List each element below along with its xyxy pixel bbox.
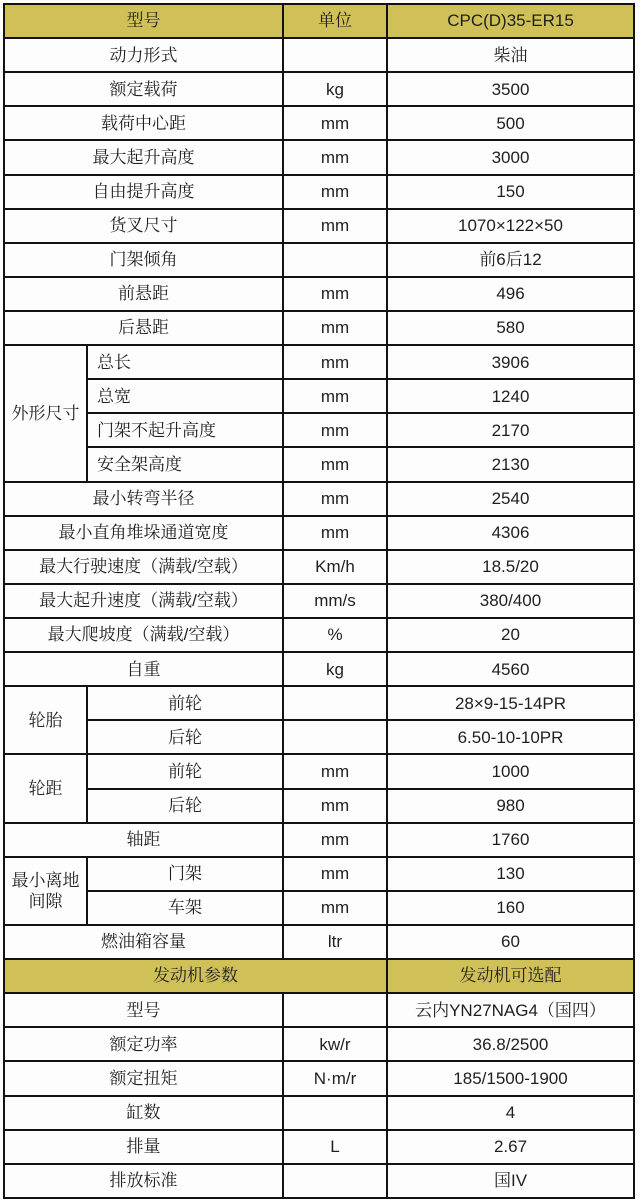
spec-value: 580	[387, 311, 634, 345]
spec-label: 载荷中心距	[4, 106, 283, 140]
spec-sublabel: 总长	[87, 345, 283, 379]
spec-label: 缸数	[4, 1096, 283, 1130]
header-unit-label: 单位	[283, 4, 387, 38]
spec-label: 额定载荷	[4, 72, 283, 106]
spec-value: 60	[387, 925, 634, 959]
spec-value: 18.5/20	[387, 550, 634, 584]
spec-label: 门架倾角	[4, 243, 283, 277]
spec-sublabel: 安全架高度	[87, 447, 283, 481]
spec-value: 3000	[387, 140, 634, 174]
forklift-spec-table	[3, 3, 635, 1199]
spec-unit: mm	[283, 311, 387, 345]
group-label-clearance: 最小离地间隙	[4, 857, 87, 925]
header-model-value: CPC(D)35-ER15	[387, 4, 634, 38]
table-row	[4, 754, 634, 788]
engine-option-title: 发动机可选配	[387, 959, 634, 993]
spec-unit	[283, 38, 387, 72]
spec-value: 1000	[387, 754, 634, 788]
spec-sublabel: 后轮	[87, 789, 283, 823]
spec-label: 自重	[4, 652, 283, 686]
table-row	[4, 447, 634, 481]
spec-unit: Km/h	[283, 550, 387, 584]
spec-label: 最大行驶速度（满载/空载）	[4, 550, 283, 584]
spec-unit: kg	[283, 652, 387, 686]
table-row	[4, 618, 634, 652]
spec-unit: kw/r	[283, 1027, 387, 1061]
table-row	[4, 993, 634, 1027]
spec-label: 排量	[4, 1130, 283, 1164]
spec-unit	[283, 1164, 387, 1198]
group-label-track: 轮距	[4, 754, 87, 822]
spec-unit	[283, 1096, 387, 1130]
spec-value: 4306	[387, 516, 634, 550]
spec-label: 最大爬坡度（满载/空载）	[4, 618, 283, 652]
spec-unit: %	[283, 618, 387, 652]
table-row	[4, 686, 634, 720]
spec-label: 自由提升高度	[4, 175, 283, 209]
spec-unit: mm	[283, 209, 387, 243]
spec-unit: ltr	[283, 925, 387, 959]
spec-label: 后悬距	[4, 311, 283, 345]
spec-label: 型号	[4, 993, 283, 1027]
spec-unit	[283, 243, 387, 277]
spec-unit: L	[283, 1130, 387, 1164]
spec-unit: mm	[283, 891, 387, 925]
spec-value: 500	[387, 106, 634, 140]
spec-unit: mm	[283, 447, 387, 481]
table-row	[4, 140, 634, 174]
spec-sublabel: 后轮	[87, 720, 283, 754]
spec-sublabel: 总宽	[87, 379, 283, 413]
spec-unit: N·m/r	[283, 1061, 387, 1095]
spec-value: 6.50-10-10PR	[387, 720, 634, 754]
table-row	[4, 175, 634, 209]
spec-label: 燃油箱容量	[4, 925, 283, 959]
spec-unit: mm	[283, 413, 387, 447]
spec-value: 1240	[387, 379, 634, 413]
spec-unit: mm	[283, 379, 387, 413]
spec-value: 28×9-15-14PR	[387, 686, 634, 720]
spec-unit: mm	[283, 277, 387, 311]
spec-value: 496	[387, 277, 634, 311]
spec-unit: mm	[283, 789, 387, 823]
spec-value: 1070×122×50	[387, 209, 634, 243]
spec-value: 980	[387, 789, 634, 823]
table-row	[4, 1164, 634, 1198]
spec-unit: kg	[283, 72, 387, 106]
table-row	[4, 584, 634, 618]
spec-sublabel: 车架	[87, 891, 283, 925]
spec-label: 最小转弯半径	[4, 482, 283, 516]
spec-sublabel: 门架不起升高度	[87, 413, 283, 447]
table-row	[4, 720, 634, 754]
table-row	[4, 106, 634, 140]
spec-value: 柴油	[387, 38, 634, 72]
table-row	[4, 345, 634, 379]
spec-unit	[283, 686, 387, 720]
spec-value: 国IV	[387, 1164, 634, 1198]
table-row	[4, 516, 634, 550]
spec-value: 3500	[387, 72, 634, 106]
spec-unit: mm	[283, 175, 387, 209]
table-row	[4, 789, 634, 823]
table-row	[4, 1096, 634, 1130]
table-row	[4, 209, 634, 243]
table-row	[4, 1061, 634, 1095]
spec-value: 云内YN27NAG4（国四）	[387, 993, 634, 1027]
spec-label: 前悬距	[4, 277, 283, 311]
group-label-dimensions: 外形尺寸	[4, 345, 87, 481]
spec-label: 排放标准	[4, 1164, 283, 1198]
spec-value: 130	[387, 857, 634, 891]
spec-label: 最大起升高度	[4, 140, 283, 174]
spec-value: 380/400	[387, 584, 634, 618]
spec-label: 轴距	[4, 823, 283, 857]
table-header-row	[4, 4, 634, 38]
spec-label: 货叉尺寸	[4, 209, 283, 243]
table-row	[4, 72, 634, 106]
table-row	[4, 1027, 634, 1061]
spec-unit: mm	[283, 754, 387, 788]
spec-unit: mm	[283, 106, 387, 140]
table-row	[4, 925, 634, 959]
table-row	[4, 413, 634, 447]
table-row	[4, 550, 634, 584]
table-row	[4, 482, 634, 516]
header-model-label: 型号	[4, 4, 283, 38]
table-row	[4, 379, 634, 413]
spec-value: 3906	[387, 345, 634, 379]
spec-sublabel: 前轮	[87, 686, 283, 720]
table-row	[4, 277, 634, 311]
spec-label: 最小直角堆垛通道宽度	[4, 516, 283, 550]
spec-unit: mm	[283, 516, 387, 550]
spec-value: 1760	[387, 823, 634, 857]
spec-unit	[283, 993, 387, 1027]
table-row	[4, 1130, 634, 1164]
engine-section-header-row	[4, 959, 634, 993]
spec-value: 前6后12	[387, 243, 634, 277]
spec-value: 2130	[387, 447, 634, 481]
spec-label: 额定功率	[4, 1027, 283, 1061]
spec-unit: mm	[283, 857, 387, 891]
spec-label: 动力形式	[4, 38, 283, 72]
spec-value: 36.8/2500	[387, 1027, 634, 1061]
table-row	[4, 891, 634, 925]
spec-value: 20	[387, 618, 634, 652]
spec-value: 4560	[387, 652, 634, 686]
spec-value: 2170	[387, 413, 634, 447]
table-row	[4, 38, 634, 72]
spec-value: 150	[387, 175, 634, 209]
spec-unit: mm	[283, 823, 387, 857]
spec-sublabel: 前轮	[87, 754, 283, 788]
spec-unit: mm	[283, 140, 387, 174]
table-row	[4, 311, 634, 345]
spec-unit	[283, 720, 387, 754]
group-label-tires: 轮胎	[4, 686, 87, 754]
spec-value: 2540	[387, 482, 634, 516]
table-row	[4, 243, 634, 277]
spec-value: 2.67	[387, 1130, 634, 1164]
spec-value: 185/1500-1900	[387, 1061, 634, 1095]
spec-unit: mm/s	[283, 584, 387, 618]
spec-value: 4	[387, 1096, 634, 1130]
engine-section-title: 发动机参数	[4, 959, 387, 993]
spec-label: 最大起升速度（满载/空载）	[4, 584, 283, 618]
spec-unit: mm	[283, 345, 387, 379]
spec-unit: mm	[283, 482, 387, 516]
table-row	[4, 823, 634, 857]
table-row	[4, 652, 634, 686]
spec-sublabel: 门架	[87, 857, 283, 891]
spec-value: 160	[387, 891, 634, 925]
spec-label: 额定扭矩	[4, 1061, 283, 1095]
table-row	[4, 857, 634, 891]
